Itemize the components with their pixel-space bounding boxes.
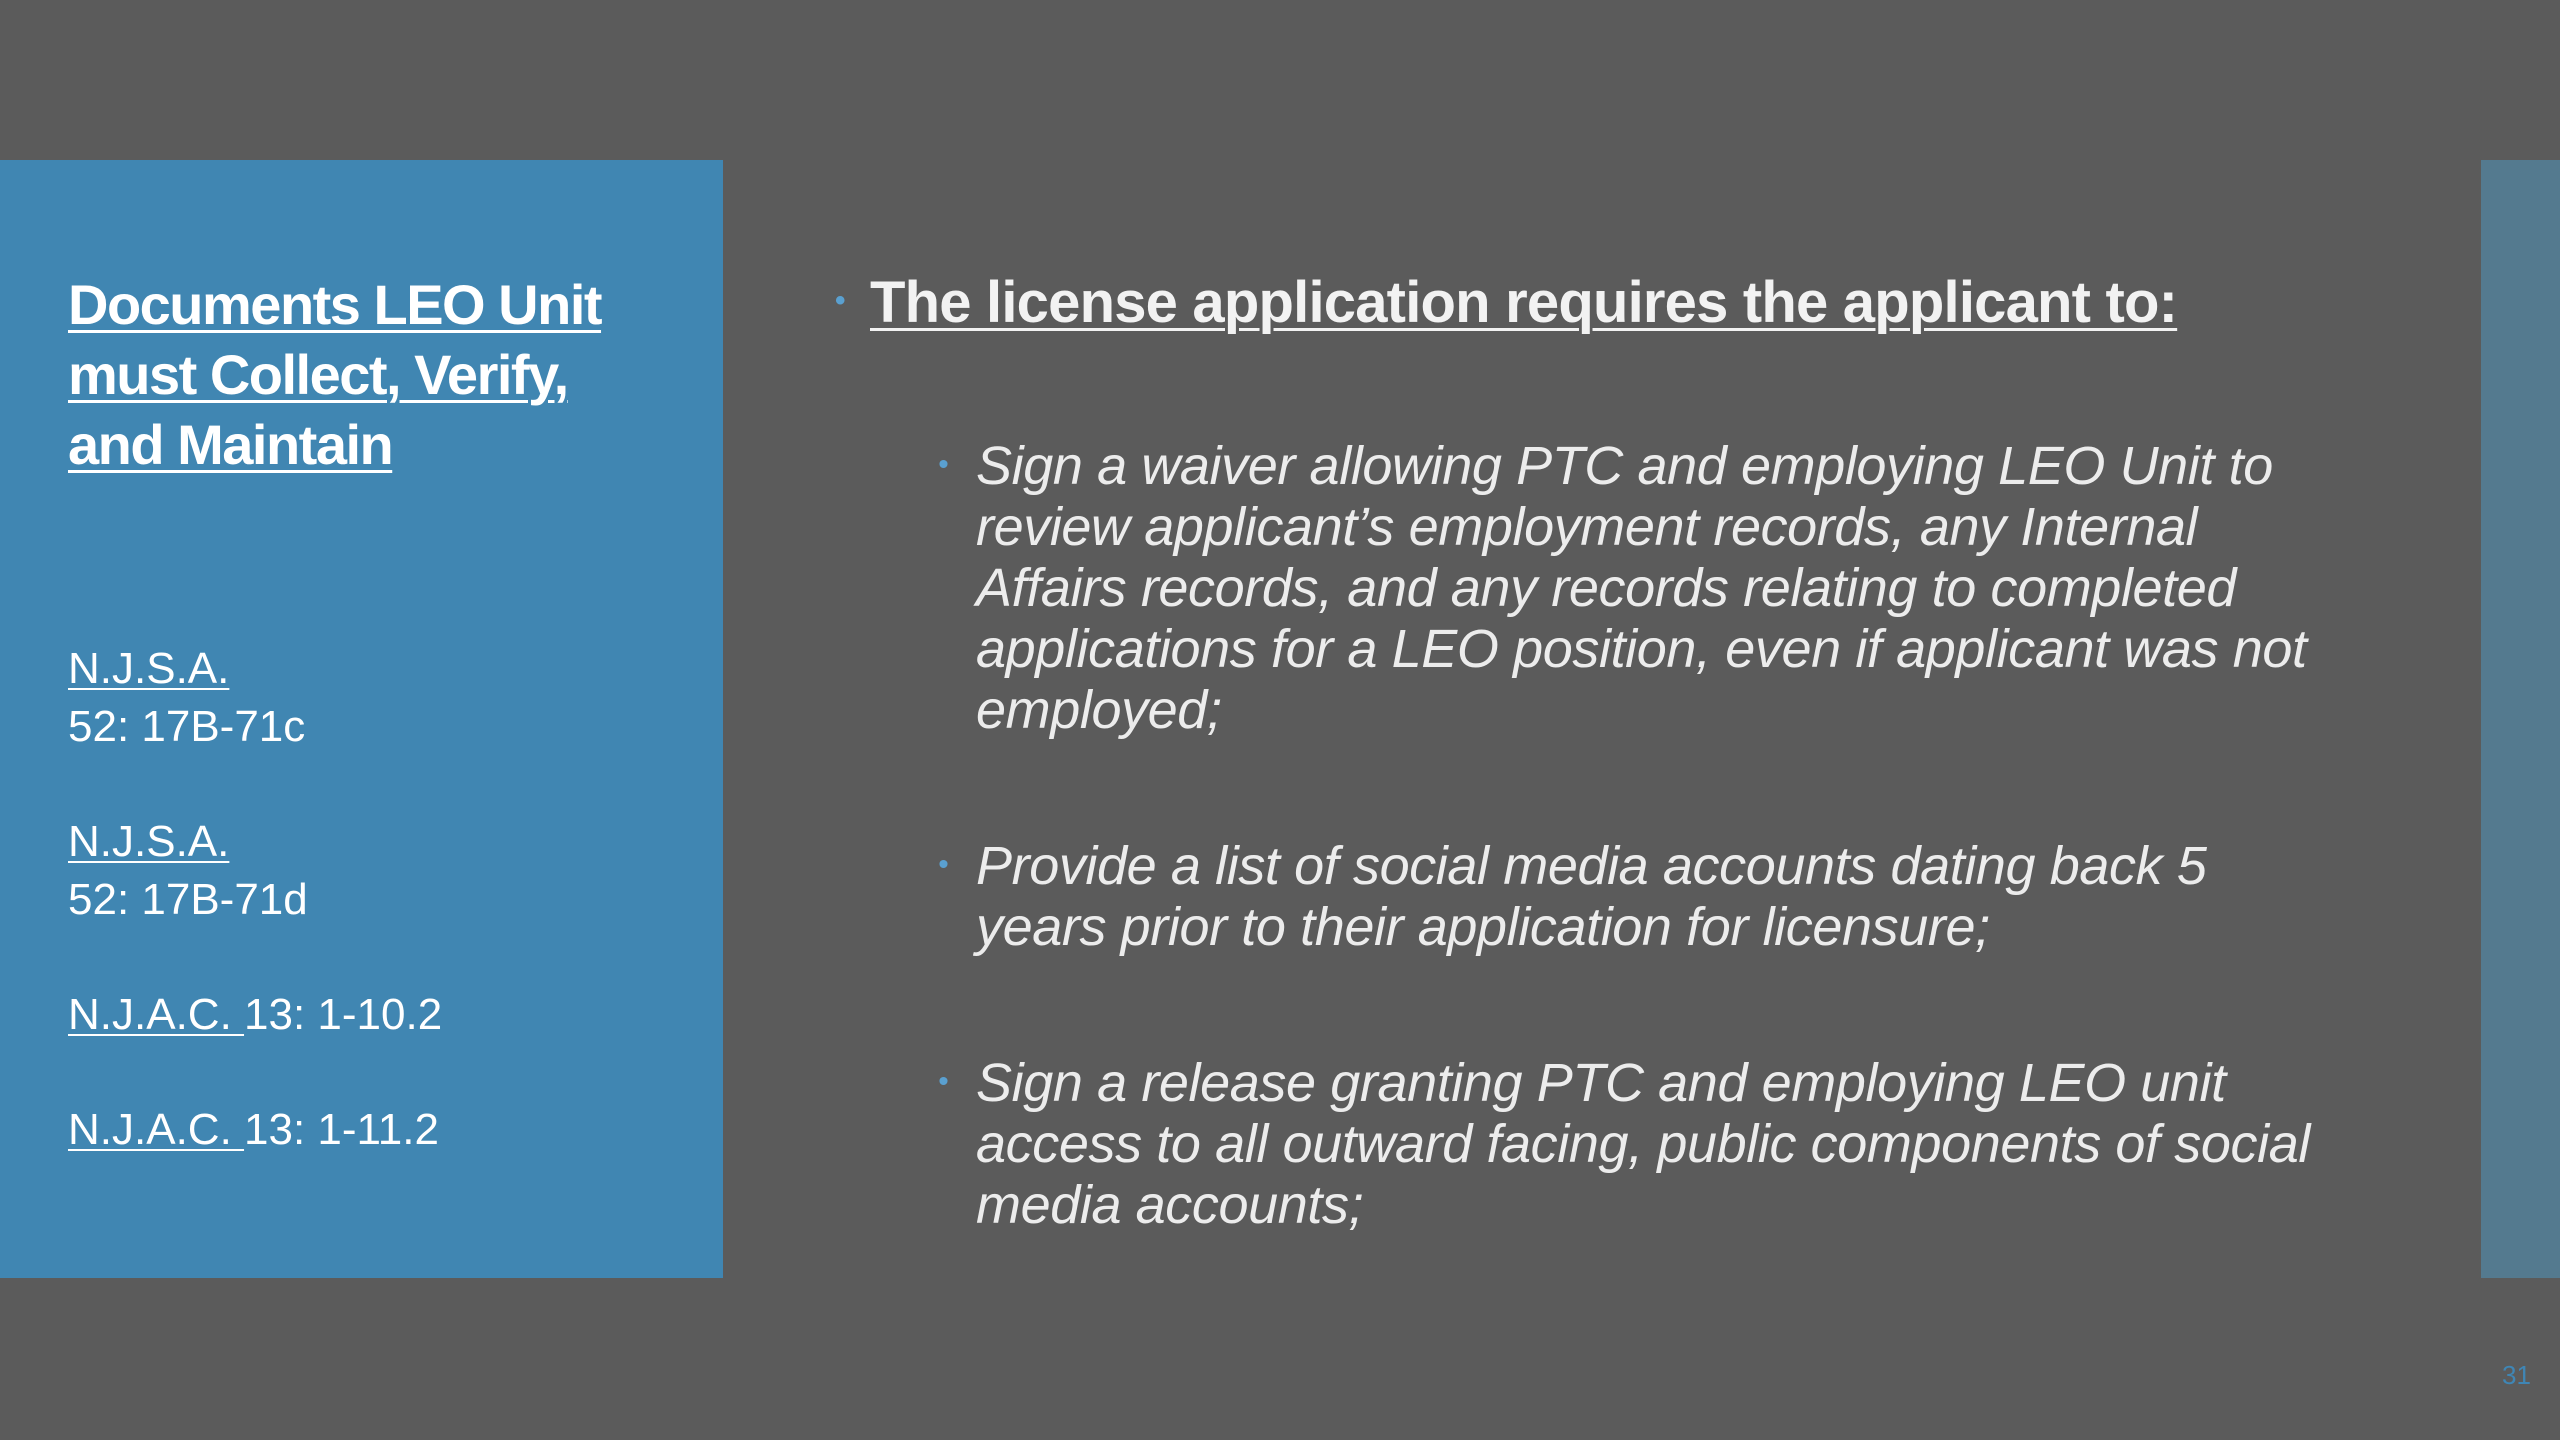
citation-njac-11-2 <box>68 1101 439 1159</box>
citation-detail: 13: 1-10.2 <box>244 990 443 1039</box>
bullet-dot-icon: • <box>938 1065 949 1098</box>
list-item <box>938 1053 2336 1236</box>
citation-ref: N.J.A.C. <box>68 990 245 1039</box>
main-heading-text: The license application requires the applicant to: <box>870 270 2178 335</box>
main-heading <box>835 268 2470 338</box>
citation-njac-10-2 <box>68 986 442 1044</box>
page-number: 31 <box>2502 1360 2531 1390</box>
citation-detail: 52: 17B-71c <box>68 702 306 751</box>
citation-ref: N.J.S.A. <box>68 644 230 693</box>
citation-detail: 52: 17B-71d <box>68 875 308 924</box>
list-item-text: Provide a list of social media accounts dating back 5 years prior to their application for licensure; <box>976 836 2207 957</box>
citation-detail: 13: 1-11.2 <box>244 1105 439 1154</box>
citation-njsa-71d <box>68 813 308 929</box>
bullet-dot-icon: • <box>938 448 949 481</box>
right-accent-strip <box>2481 160 2560 1278</box>
bullet-dot-icon: • <box>938 848 949 881</box>
list-item <box>938 436 2336 741</box>
citation-njsa-71c <box>68 640 305 756</box>
citation-ref: N.J.A.C. <box>68 1105 245 1154</box>
list-item-text: Sign a release granting PTC and employing LEO unit access to all outward facing, public components of social media accounts; <box>976 1053 2310 1235</box>
list-item <box>938 836 2336 958</box>
list-item-text: Sign a waiver allowing PTC and employing LEO Unit to review applicant’s employment records, any Internal Affairs records, and any records relating to completed applications for a LEO position, even if applicant was not employed; <box>976 436 2307 740</box>
bullet-dot-icon: • <box>835 284 845 317</box>
citation-ref: N.J.S.A. <box>68 817 230 866</box>
panel-title: Documents LEO Unit must Collect, Verify, and Maintain <box>68 273 602 476</box>
